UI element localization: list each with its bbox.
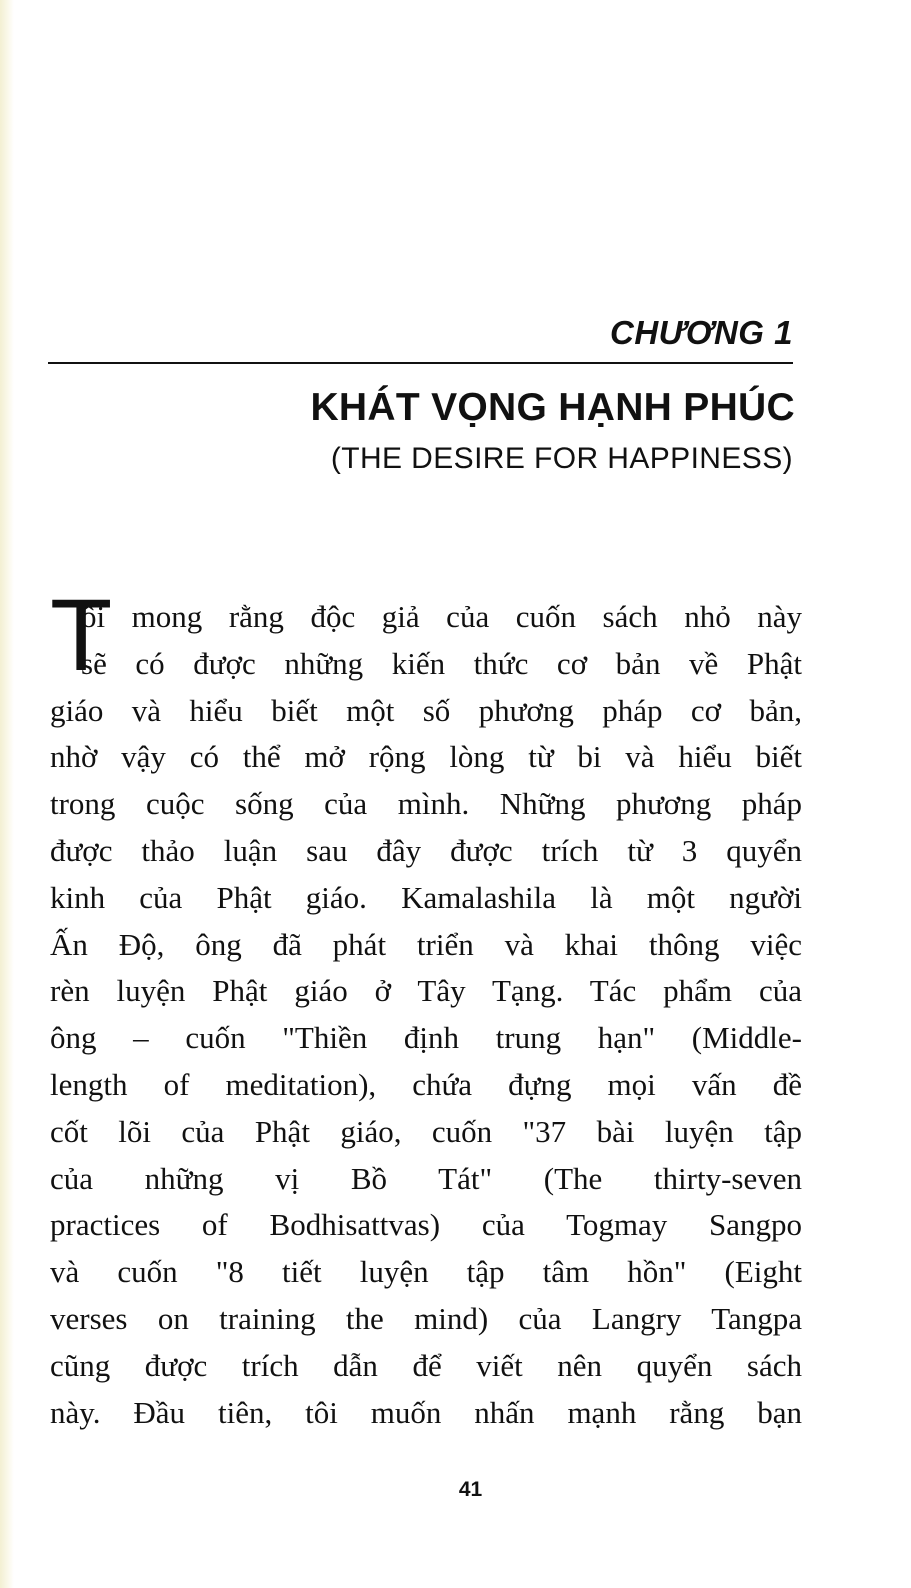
body-line: của những vị Bồ Tát" (The thirty-seven bbox=[50, 1160, 802, 1196]
body-line: và cuốn "8 tiết luyện tập tâm hồn" (Eight bbox=[50, 1254, 802, 1290]
body-line: kinh của Phật giáo. Kamalashila là một người bbox=[50, 879, 802, 915]
body-line: được thảo luận sau đây được trích từ 3 quyển bbox=[50, 832, 802, 868]
body-line: sẽ có được những kiến thức cơ bản về Phật bbox=[81, 645, 802, 681]
page-edge-shading bbox=[0, 0, 14, 1588]
body-line: Ấn Độ, ông đã phát triển và khai thông việc bbox=[50, 926, 802, 962]
drop-cap: T bbox=[50, 578, 113, 692]
body-line: ông – cuốn "Thiền định trung hạn" (Middle- bbox=[50, 1020, 802, 1056]
body-line: rèn luyện Phật giáo ở Tây Tạng. Tác phẩm của bbox=[50, 973, 802, 1009]
chapter-subtitle: (THE DESIRE FOR HAPPINESS) bbox=[330, 442, 793, 475]
chapter-label: CHƯƠNG 1 bbox=[609, 314, 793, 351]
body-line: verses on training the mind) của Langry Tangpa bbox=[50, 1300, 802, 1336]
chapter-title: KHÁT VỌNG HẠNH PHÚC bbox=[310, 386, 795, 429]
body-line: trong cuộc sống của mình. Những phương pháp bbox=[50, 786, 802, 822]
body-line: ôi mong rằng độc giả của cuốn sách nhỏ này bbox=[81, 599, 802, 634]
body-line: practices of Bodhisattvas) của Togmay Sangpo bbox=[50, 1207, 802, 1243]
body-line: cốt lõi của Phật giáo, cuốn "37 bài luyện tập bbox=[50, 1113, 802, 1149]
page-number: 41 bbox=[458, 1478, 483, 1501]
body-line: giáo và hiểu biết một số phương pháp cơ bản, bbox=[50, 692, 802, 728]
chapter-rule bbox=[48, 362, 793, 364]
body-line: này. Đầu tiên, tôi muốn nhấn mạnh rằng bạn bbox=[50, 1394, 802, 1430]
body-paragraph bbox=[50, 594, 802, 1436]
body-line: length of meditation), chứa đựng mọi vấn đề bbox=[50, 1066, 802, 1102]
body-line: cũng được trích dẫn để viết nên quyển sách bbox=[50, 1347, 802, 1383]
body-line: nhờ vậy có thể mở rộng lòng từ bi và hiểu biết bbox=[50, 739, 802, 775]
